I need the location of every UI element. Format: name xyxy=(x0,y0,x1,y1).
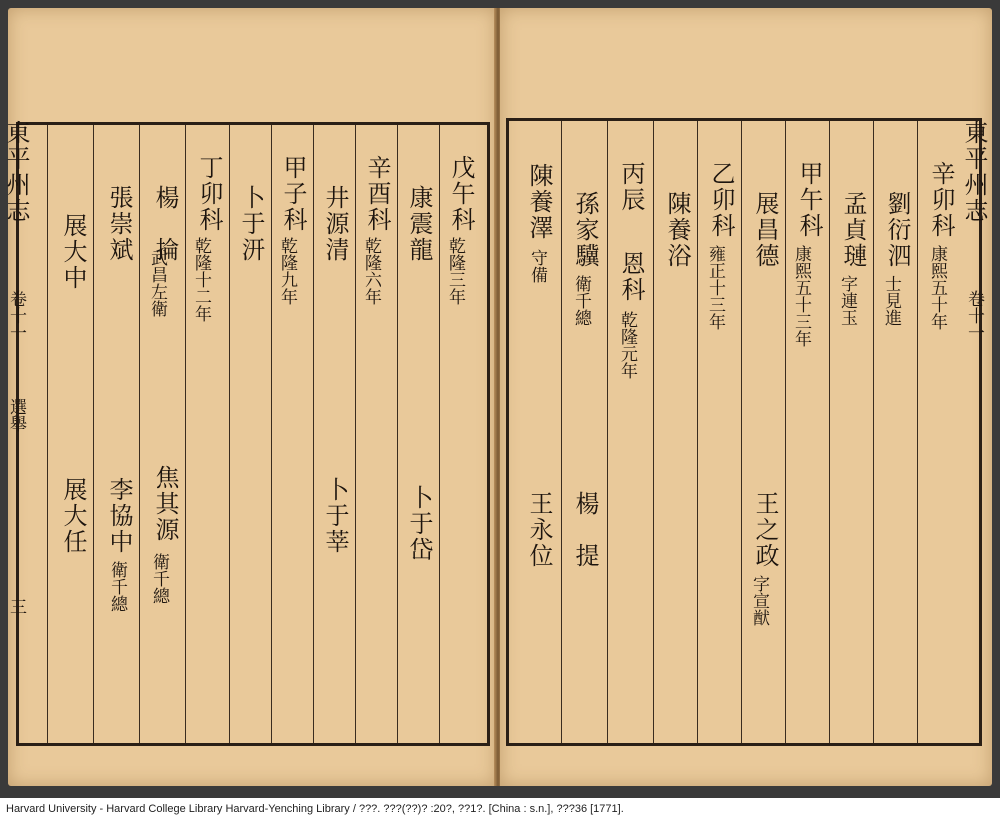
candidate-note: 守備 xyxy=(527,249,547,283)
candidate-name: 王之政 xyxy=(751,491,779,569)
exam-year-note: 乾隆十二年 xyxy=(191,237,211,322)
candidate-name: 井源清 xyxy=(321,185,349,263)
candidate-name: 展昌德 xyxy=(751,191,779,269)
candidate-name: 卜于莘 xyxy=(321,477,349,555)
exam-year-note: 乾隆六年 xyxy=(361,237,381,305)
exam-year-note: 乾隆九年 xyxy=(277,237,297,305)
candidate-note: 衛千總 xyxy=(107,561,127,612)
candidate-name: 陳養澤 xyxy=(525,163,553,241)
candidate-note: 衛千總 xyxy=(149,553,169,604)
candidate-name: 陳養浴 xyxy=(663,191,691,269)
candidate-name: 焦其源 xyxy=(151,465,179,543)
candidate-name: 李協中 xyxy=(105,477,133,555)
candidate-note: 武昌左衛 xyxy=(147,249,167,317)
candidate-name: 卜于汧 xyxy=(237,185,265,263)
left-page xyxy=(2,8,496,786)
exam-year-heading: 辛卯科 xyxy=(927,161,955,239)
candidate-name: 康震龍 xyxy=(405,185,433,263)
candidate-name: 楊 提 xyxy=(571,491,599,569)
exam-year-note: 康熙五十年 xyxy=(927,245,947,330)
candidate-name: 劉衍泗 xyxy=(883,191,911,269)
volume-label: 卷十一 xyxy=(6,290,26,341)
section-label: 選舉 xyxy=(6,398,26,432)
exam-year-heading: 丙辰 xyxy=(617,161,645,213)
page-number: 三 xyxy=(6,598,26,615)
candidate-name: 展大任 xyxy=(59,477,87,555)
exam-year-note: 乾隆元年 xyxy=(617,311,637,379)
candidate-name: 張崇斌 xyxy=(105,185,133,263)
exam-year-note: 雍正十三年 xyxy=(705,245,725,330)
candidate-note: 衛千總 xyxy=(571,275,591,326)
exam-year-heading: 乙卯科 xyxy=(707,161,735,239)
candidate-name: 卜于岱 xyxy=(405,485,433,563)
right-page-frame xyxy=(506,118,982,746)
candidate-note: 字連玉 xyxy=(837,275,857,326)
candidate-note: 字宣猷 xyxy=(749,575,769,626)
book-title: 東平州志 xyxy=(960,120,988,224)
volume-label: 卷十一 xyxy=(964,290,984,341)
attribution-footer: Harvard University - Harvard College Library Harvard-Yenching Library / ???. ???(??)? :20?, ??1?. [China : s.n.], ???36 [1771]. xyxy=(6,803,624,815)
exam-year-heading: 辛酉科 xyxy=(363,155,391,233)
exam-year-note: 康熙五十三年 xyxy=(791,245,811,347)
candidate-name: 王永位 xyxy=(525,491,553,569)
exam-year-heading-suffix: 恩科 xyxy=(617,251,645,303)
exam-year-heading: 戊午科 xyxy=(447,155,475,233)
exam-year-heading: 甲子科 xyxy=(279,155,307,233)
candidate-name: 孟貞璉 xyxy=(839,191,867,269)
candidate-name: 孫家驥 xyxy=(571,191,599,269)
candidate-name: 展大中 xyxy=(59,213,87,291)
exam-year-note: 乾隆三年 xyxy=(445,237,465,305)
left-page-frame xyxy=(16,122,490,746)
candidate-name: 楊 掄 xyxy=(151,185,179,263)
candidate-note: 士見進 xyxy=(881,275,901,326)
right-page xyxy=(500,8,992,786)
exam-year-heading: 甲午科 xyxy=(795,161,823,239)
book-title: 東平州志 xyxy=(2,120,30,224)
exam-year-heading: 丁卯科 xyxy=(195,155,223,233)
